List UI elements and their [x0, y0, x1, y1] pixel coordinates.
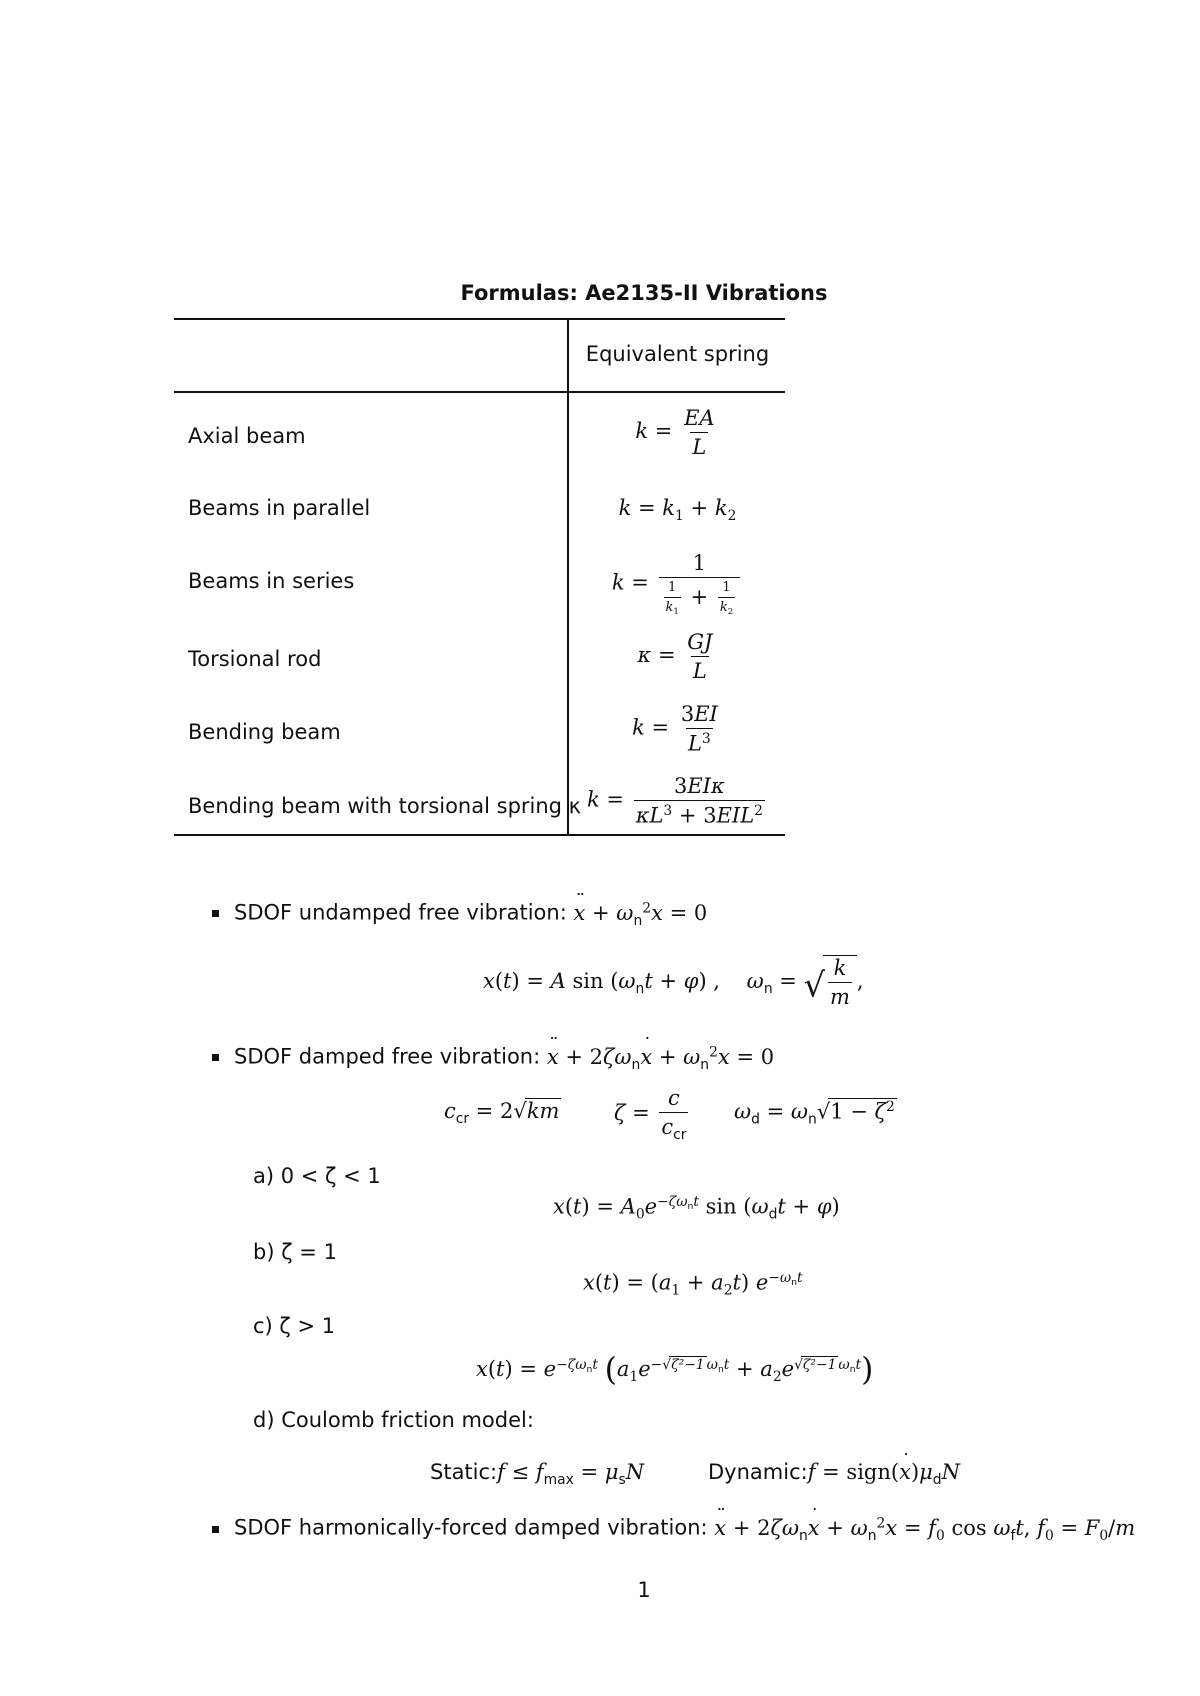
- undamped-label: SDOF undamped free vibration:: [234, 900, 567, 925]
- static-label: Static:: [430, 1460, 498, 1484]
- undamped-equation: ¨ $x + \omega_n^2x = 0$: [573, 901, 707, 925]
- table-header-rule: [174, 391, 785, 393]
- equivalent-spring-table: [174, 318, 785, 836]
- table-column-divider: [567, 318, 569, 836]
- coulomb-static: Static:f ≤ $f_{max} = \mu_sN$: [430, 1460, 645, 1488]
- formula-bending-beam-torsional: k = $\frac{\text{3EIκ}}{\kappa L^3 + 3EIL^2}$: [586, 774, 763, 828]
- damped-equation: ¨ $x + 2\zeta\omega_n˙$ $x + \omega_n^2x = 0$: [547, 1045, 774, 1069]
- case-d-label: d) Coulomb friction model:: [253, 1408, 534, 1432]
- formula-beams-series: k = 1 $\frac{1}{k_1}$ + $\frac{1}{k_2}$: [570, 551, 785, 617]
- row-label-axial-beam: Axial beam: [188, 424, 306, 448]
- undamped-line: [234, 900, 707, 928]
- page-title: Formulas: Ae2135-II Vibrations: [460, 281, 828, 305]
- formula-axial-beam: k = $\frac{EA}{L}$: [635, 406, 715, 459]
- case-b-label: b) ζ = 1: [253, 1240, 337, 1264]
- damped-label: SDOF damped free vibration:: [234, 1044, 541, 1069]
- coulomb-dynamic: Dynamic:f = sign(˙ $x)\mu_dN$: [708, 1460, 960, 1488]
- bullet-forced: [212, 1526, 219, 1533]
- page-number: 1: [637, 1578, 651, 1602]
- table-header-equivalent-spring: Equivalent spring: [585, 342, 770, 366]
- table-bottom-rule: [174, 834, 785, 836]
- row-label-beams-series: Beams in series: [188, 569, 355, 593]
- case-c-label: c) ζ > 1: [253, 1314, 336, 1338]
- case-c-solution: $x(t) = e^{-\zeta\omega_nt}$ $(a_1e^{-√\zeta^2-1 \omega_nt} + a_2e^{√\zeta^2-1 \omega_nt})$: [476, 1352, 874, 1388]
- case-a-label: a) 0 < ζ < 1: [253, 1164, 381, 1188]
- row-label-torsional-rod: Torsional rod: [188, 647, 322, 671]
- critical-damping-formula: $c_{cr} = 2√km$: [444, 1099, 560, 1127]
- row-label-bending-beam: Bending beam: [188, 720, 341, 744]
- formula-bending-beam: k = $\frac{3EI}{L^3}$: [632, 702, 718, 756]
- dynamic-label: Dynamic:: [708, 1460, 808, 1484]
- damping-ratio-formula: ζ = $\frac{c}{c_{cr}}$: [614, 1086, 687, 1143]
- row-label-bending-beam-torsional: Bending beam with torsional spring κ: [188, 794, 582, 818]
- bullet-undamped: [212, 910, 219, 917]
- forced-equation: ¨ $x + 2\zeta\omega_n˙$ $x + \omega_n^2x = f_0$ $\cos \omega_ft$, $f_0 = F_0/m$: [714, 1516, 1135, 1540]
- row-label-beams-parallel: Beams in parallel: [188, 496, 371, 520]
- formula-beams-parallel: $k = k_1 + k_2$: [618, 496, 737, 524]
- forced-label: SDOF harmonically-forced damped vibration:: [234, 1515, 708, 1540]
- damped-frequency-formula: $\omega_d = \omega_n√1 - \zeta^2$: [734, 1099, 895, 1128]
- case-a-solution: $x(t) = A_0e^{-\zeta\omega_nt}$ $\sin (\omega_dt + \varphi)$: [553, 1194, 840, 1223]
- case-b-solution: $x(t) = (a_1 + a_2t)$ $e^{-\omega_nt}$: [583, 1270, 803, 1299]
- damped-line: [234, 1044, 774, 1072]
- bullet-damped: [212, 1054, 219, 1061]
- forced-line: [234, 1515, 1135, 1543]
- table-top-rule: [174, 318, 785, 320]
- undamped-solution: x(t) = A $\sin (\omega_nt + \varphi)$ , $\omega_n$ = √ $\frac{k}{m}$ ,: [483, 956, 864, 1009]
- formula-torsional-rod: κ = $\frac{GJ}{L}$: [637, 630, 713, 683]
